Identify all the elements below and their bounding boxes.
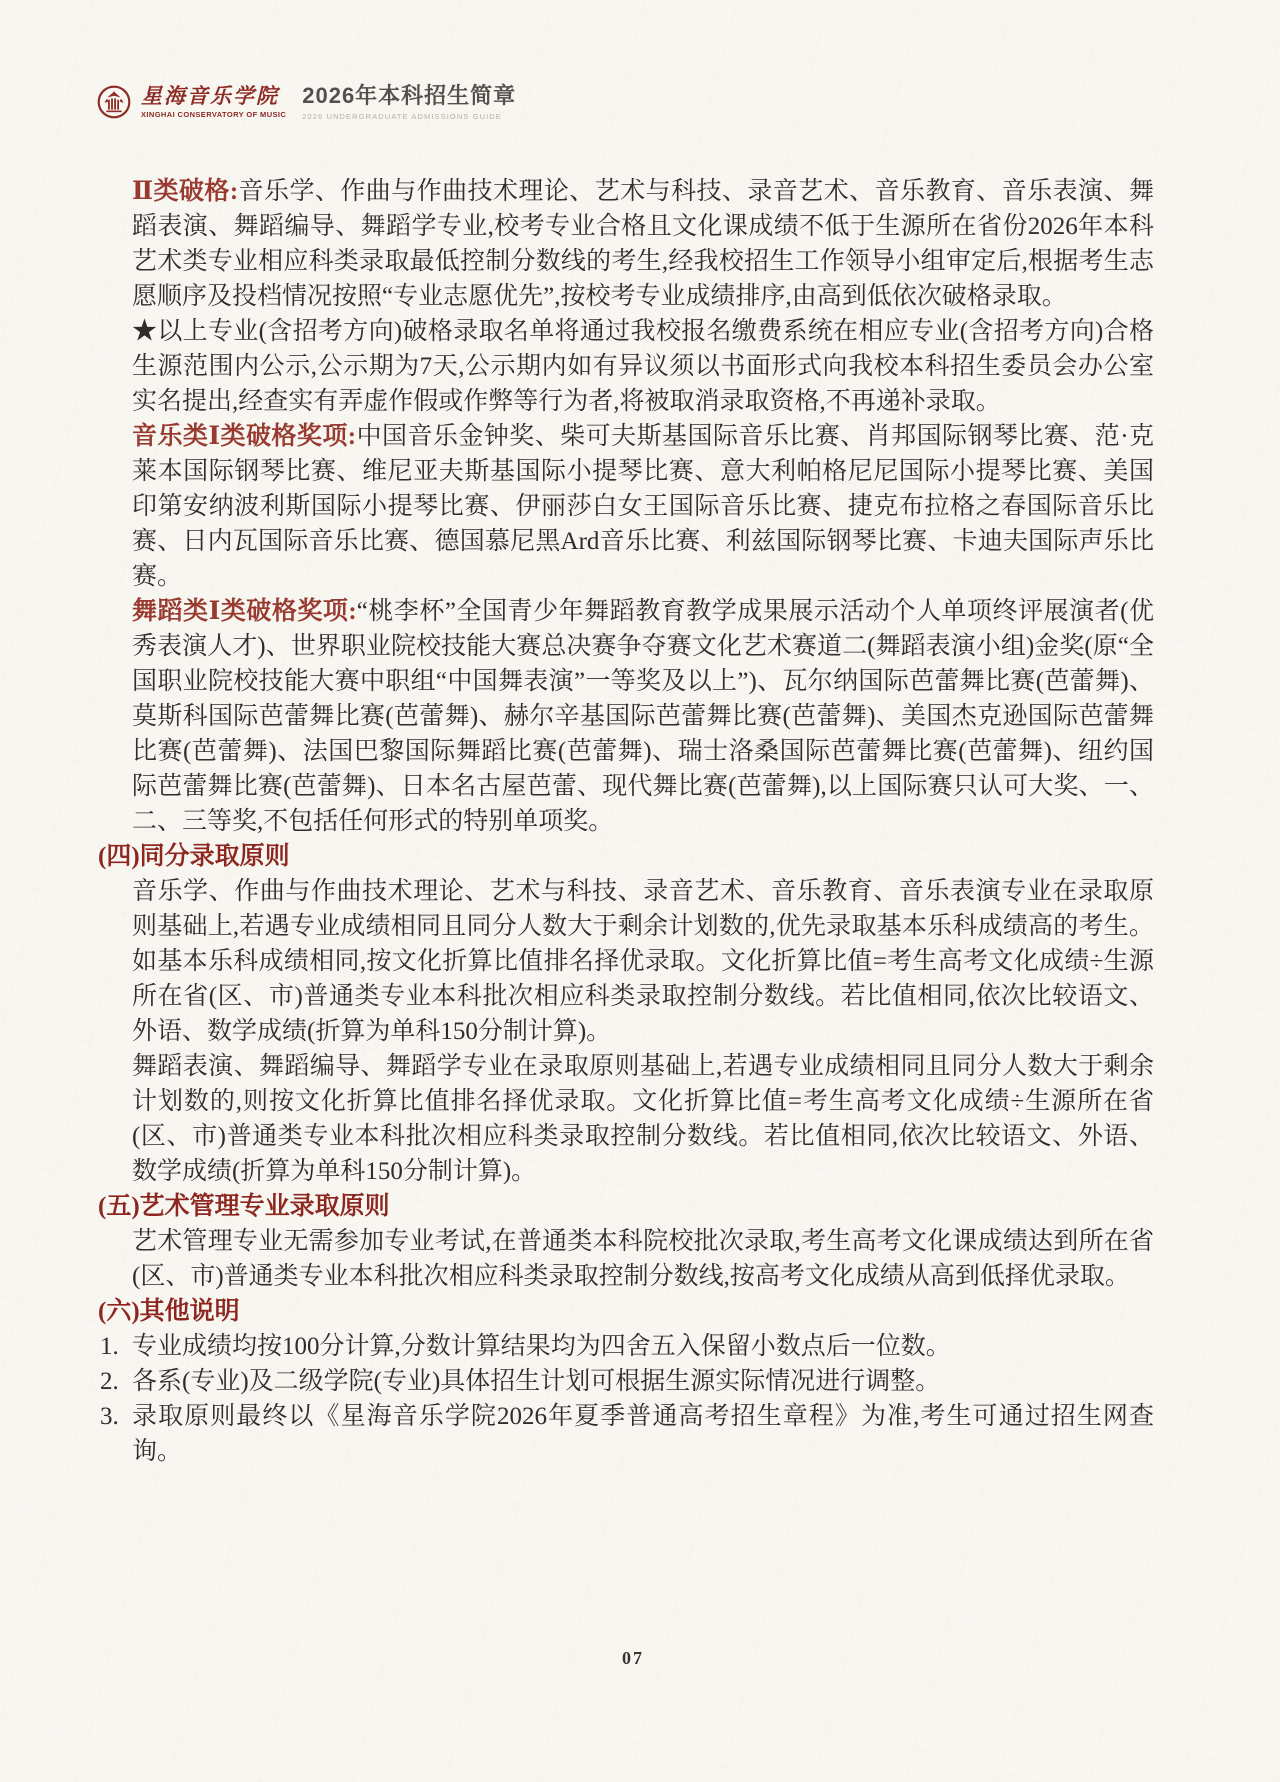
heading-section-6-other-notes: (六)其他说明 (98, 1298, 240, 1325)
school-name-en: XINGHAI CONSERVATORY OF MUSIC (141, 110, 287, 119)
para-music-class1-awards (132, 419, 1154, 594)
list-number: 1. (100, 1333, 119, 1360)
para-label: 舞蹈类Ⅰ类破格奖项: (132, 598, 357, 625)
school-seal-icon (96, 82, 132, 122)
para-dance-class1-awards (132, 594, 1154, 839)
heading-section-5-art-management-rule: (五)艺术管理专业录取原则 (98, 1193, 390, 1220)
list-number: 3. (100, 1403, 119, 1430)
guide-subtitle: 2026 UNDERGRADUATE ADMISSIONS GUIDE (302, 111, 502, 121)
guide-title: 2026年本科招生简章 (302, 82, 517, 108)
para-text: ★以上专业(含招考方向)破格录取名单将通过我校报名缴费系统在相应专业(含招考方向)合格生源范围内公示,公示期为7天,公示期内如有异议须以书面形式向我校本科招生委员会办公室实名提出,经查实有弄虚作假或作弊等行为者,将被取消录取资格,不再递补录取。 (132, 318, 1154, 415)
list-number: 2. (100, 1368, 119, 1395)
para-label: Ⅱ类破格: (132, 178, 239, 205)
heading-section-4-same-score-rule: (四)同分录取原则 (98, 843, 290, 870)
list-item-1 (100, 1329, 1154, 1364)
para-text: 音乐学、作曲与作曲技术理论、艺术与科技、录音艺术、音乐教育、音乐表演专业在录取原则基础上,若遇专业成绩相同且同分人数大于剩余计划数的,优先录取基本乐科成绩高的考生。如基本乐科成绩相同,按文化折算比值排名择优录取。文化折算比值=考生高考文化成绩÷生源所在省(区、市)普通类专业本科批次相应科类录取控制分数线。若比值相同,依次比较语文、外语、数学成绩(折算为单科150分制计算)。 (132, 878, 1154, 1045)
school-brand (141, 85, 286, 119)
para-same-score-dance (132, 1049, 1154, 1189)
page-number: 07 (622, 1648, 644, 1668)
list-text: 录取原则最终以《星海音乐学院2026年夏季普通高考招生章程》为准,考生可通过招生网查询。 (132, 1403, 1154, 1465)
list-text: 专业成绩均按100分计算,分数计算结果均为四舍五入保留小数点后一位数。 (132, 1333, 951, 1360)
para-type2-exception (132, 174, 1154, 314)
guide-title-block (302, 84, 516, 121)
para-text: 音乐学、作曲与作曲技术理论、艺术与科技、录音艺术、音乐教育、音乐表演、舞蹈表演、舞蹈编导、舞蹈学专业,校考专业合格且文化课成绩不低于生源所在省份2026年本科艺术类专业相应科类录取最低控制分数线的考生,经我校招生工作领导小组审定后,根据考生志愿顺序及投档情况按照“专业志愿优先”,按校考专业成绩排序,由高到低依次破格录取。 (132, 178, 1154, 310)
para-star-note (132, 314, 1154, 419)
para-text: “桃李杯”全国青少年舞蹈教育教学成果展示活动个人单项终评展演者(优秀表演人才)、世界职业院校技能大赛总决赛争夺赛文化艺术赛道二(舞蹈表演小组)金奖(原“全国职业院校技能大赛中职组“中国舞表演”一等奖及以上”)、瓦尔纳国际芭蕾舞比赛(芭蕾舞)、莫斯科国际芭蕾舞比赛(芭蕾舞)、赫尔辛基国际芭蕾舞比赛(芭蕾舞)、美国杰克逊国际芭蕾舞比赛(芭蕾舞)、法国巴黎国际舞蹈比赛(芭蕾舞)、瑞士洛桑国际芭蕾舞比赛(芭蕾舞)、纽约国际芭蕾舞比赛(芭蕾舞)、日本名古屋芭蕾、现代舞比赛(芭蕾舞),以上国际赛只认可大奖、一、二、三等奖,不包括任何形式的特别单项奖。 (132, 598, 1154, 835)
para-label: 音乐类Ⅰ类破格奖项: (132, 423, 357, 450)
para-same-score-music (132, 874, 1154, 1049)
para-art-management (132, 1224, 1154, 1294)
para-text: 中国音乐金钟奖、柴可夫斯基国际音乐比赛、肖邦国际钢琴比赛、范·克莱本国际钢琴比赛、维尼亚夫斯基国际小提琴比赛、意大利帕格尼尼国际小提琴比赛、美国印第安纳波利斯国际小提琴比赛、伊丽莎白女王国际音乐比赛、捷克布拉格之春国际音乐比赛、日内瓦国际音乐比赛、德国慕尼黑Ard音乐比赛、利兹国际钢琴比赛、卡迪夫国际声乐比赛。 (132, 423, 1155, 590)
document-body (98, 174, 1154, 1469)
para-text: 舞蹈表演、舞蹈编导、舞蹈学专业在录取原则基础上,若遇专业成绩相同且同分人数大于剩余计划数的,则按文化折算比值排名择优录取。文化折算比值=考生高考文化成绩÷生源所在省(区、市)普通类专业本科批次相应科类录取控制分数线。若比值相同,依次比较语文、外语、数学成绩(折算为单科150分制计算)。 (132, 1053, 1154, 1185)
page-header (96, 82, 516, 122)
list-item-2 (100, 1364, 1154, 1399)
list-item-3 (100, 1399, 1154, 1469)
school-name: 星海音乐学院 (141, 83, 279, 108)
para-text: 艺术管理专业无需参加专业考试,在普通类本科院校批次录取,考生高考文化课成绩达到所在省(区、市)普通类专业本科批次相应科类录取控制分数线,按高考文化成绩从高到低择优录取。 (132, 1228, 1154, 1290)
list-text: 各系(专业)及二级学院(专业)具体招生计划可根据生源实际情况进行调整。 (132, 1368, 941, 1395)
